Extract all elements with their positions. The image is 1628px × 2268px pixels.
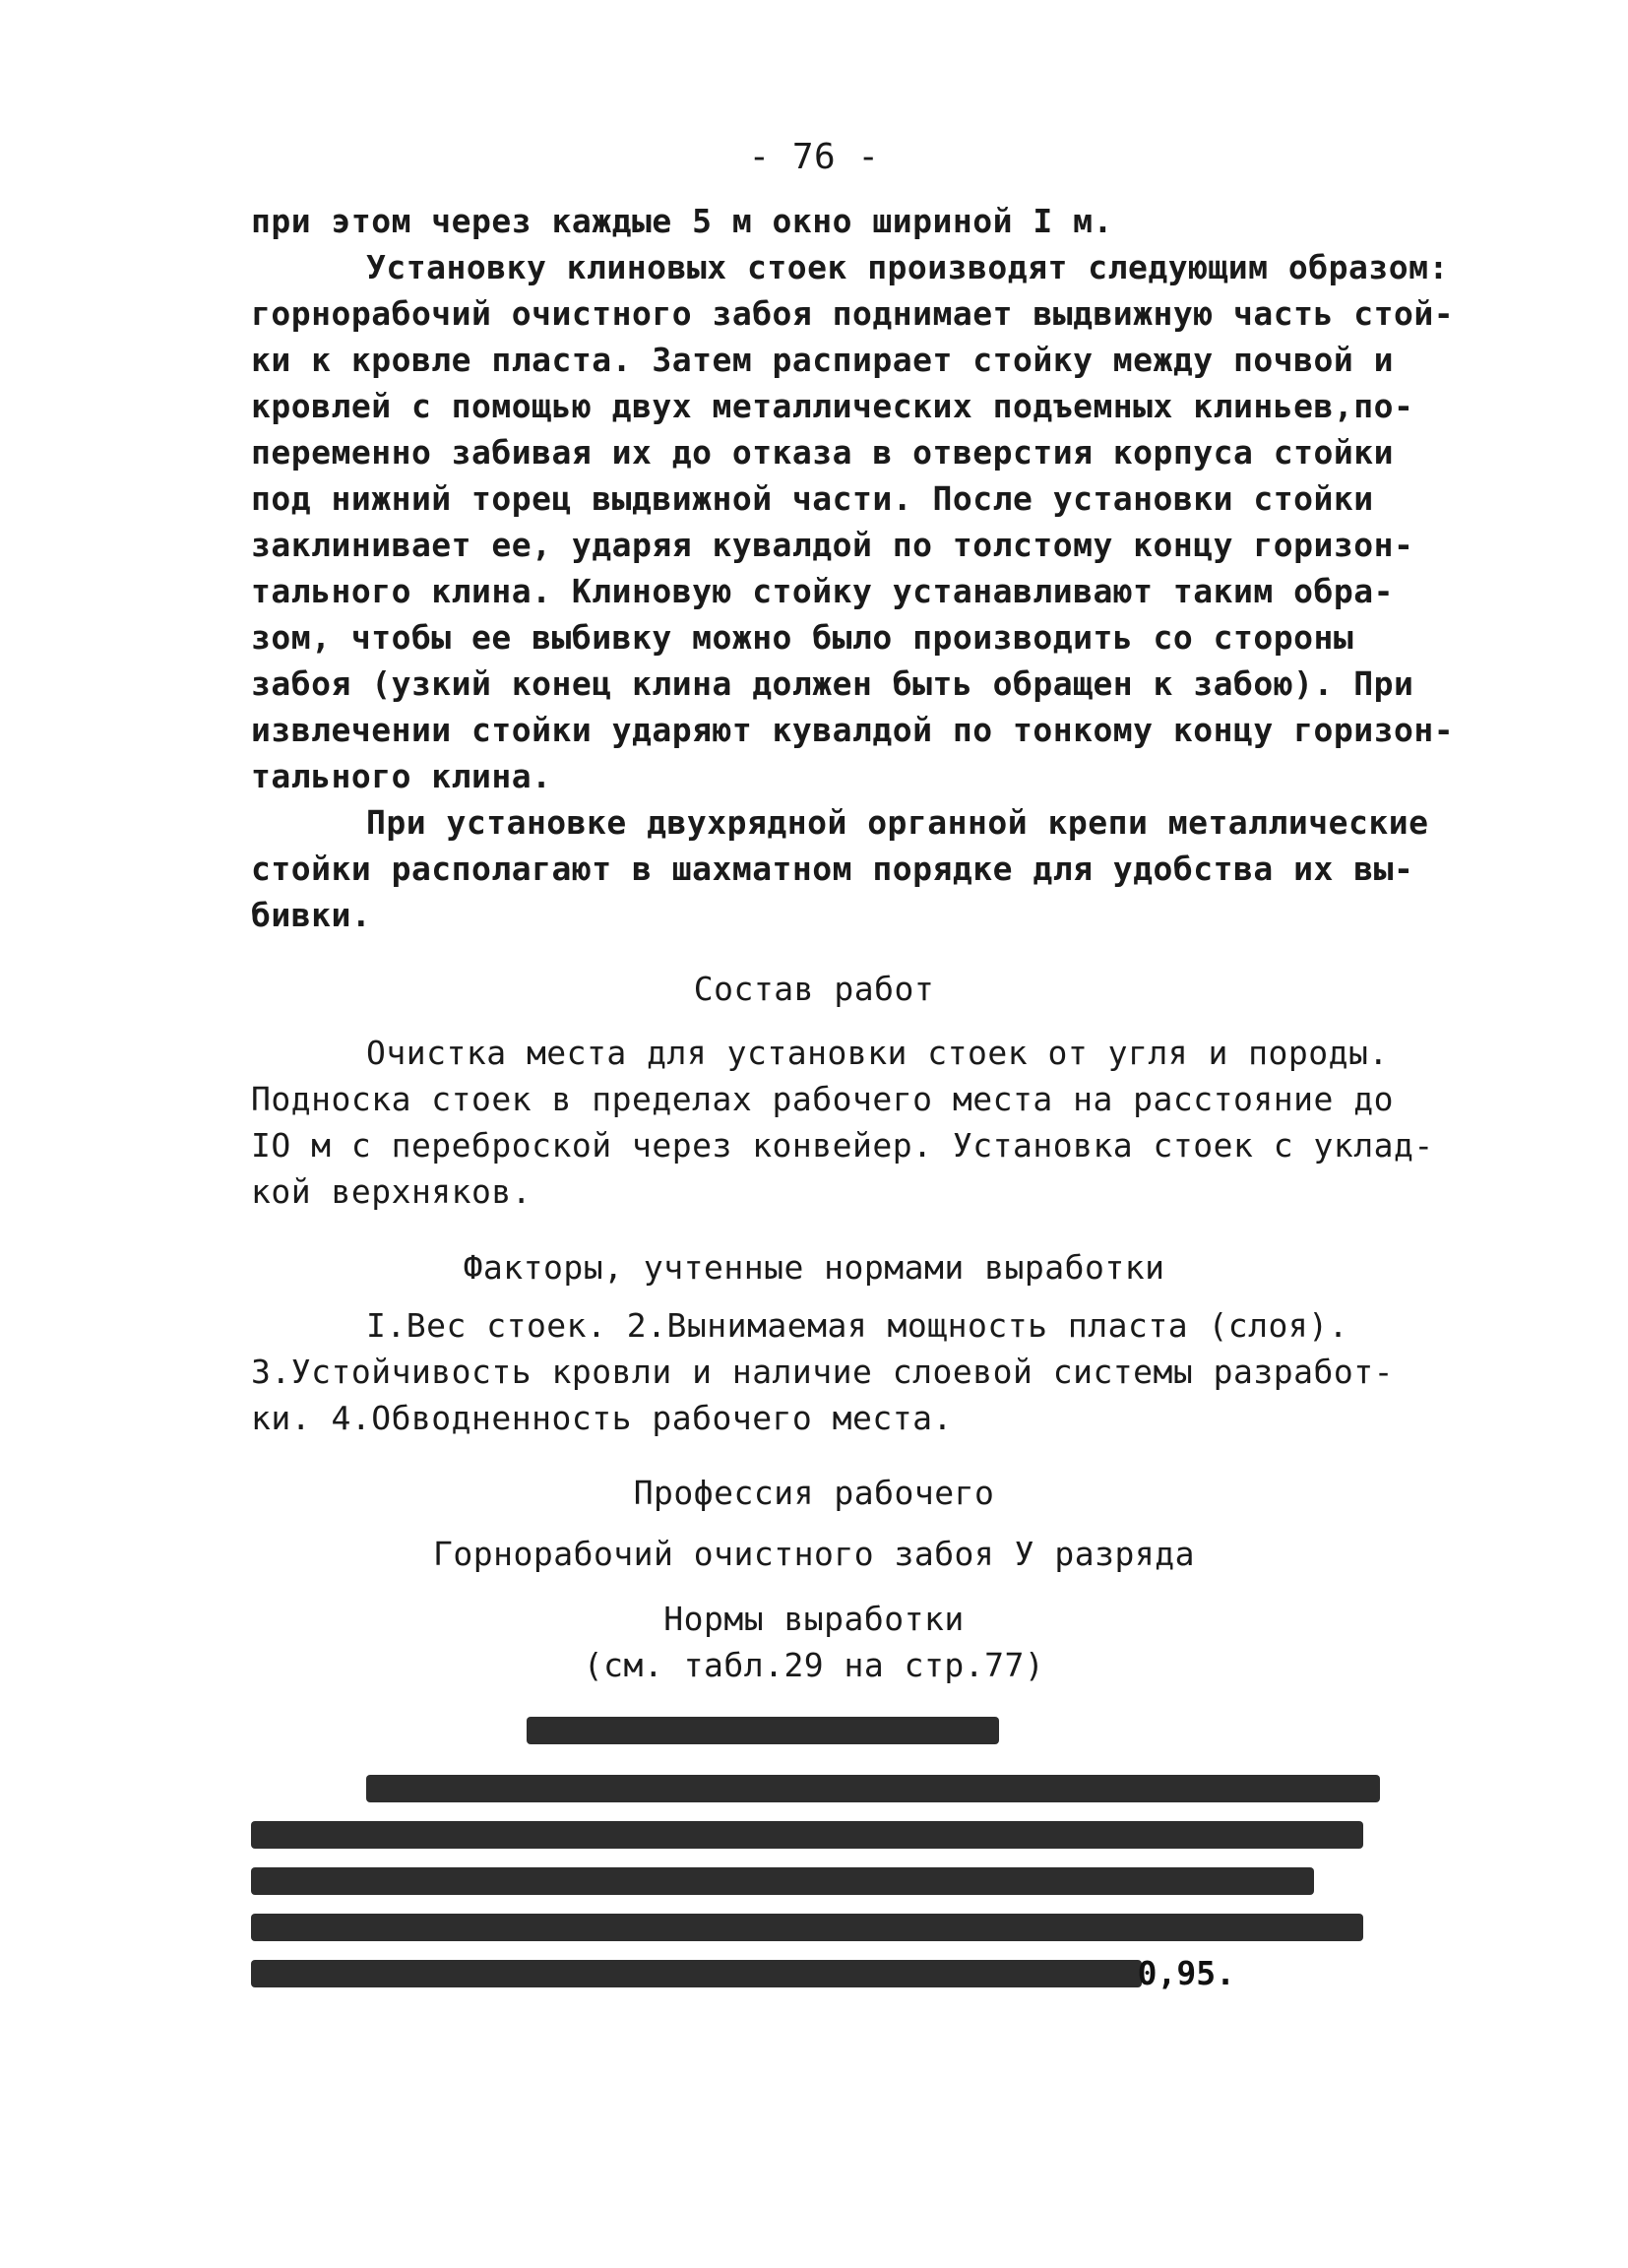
text-line: переменно забивая их до отказа в отверстия корпуса стойки	[251, 433, 1394, 472]
norms-heading: Нормы выработки	[663, 1600, 965, 1638]
text-line: при этом через каждые 5 м окно шириной I м.	[251, 202, 1113, 240]
text-line: кровлей с помощью двух металлических подъемных клиньев,по-	[251, 387, 1414, 425]
profession-heading: Профессия рабочего	[633, 1474, 995, 1512]
text-line: тального клина. Клиновую стойку устанавливают таким обра-	[251, 572, 1394, 610]
text-line: под нижний торец выдвижной части. После установки стойки	[251, 479, 1374, 518]
text-line: IO м с переброской через конвейер. Установка стоек с уклад-	[251, 1126, 1434, 1165]
redaction-bar	[527, 1717, 999, 1744]
text-line: 3.Устойчивость кровли и наличие слоевой системы разработ-	[251, 1353, 1394, 1391]
text-line: бивки.	[251, 896, 372, 934]
factors-heading: Факторы, учтенные нормами выработки	[463, 1248, 1165, 1287]
text-line: забоя (узкий конец клина должен быть обращен к забою). При	[251, 664, 1414, 703]
text-line: кой верхняков.	[251, 1172, 532, 1211]
text-line: зом, чтобы ее выбивку можно было производить со стороны	[251, 618, 1354, 657]
redaction-bar	[251, 1960, 1142, 1987]
text-line: ки. 4.Обводненность рабочего места.	[251, 1399, 953, 1437]
text-line: заклинивает ее, ударяя кувалдой по толстому концу горизон-	[251, 526, 1414, 564]
redaction-bar	[251, 1867, 1314, 1895]
text-line: ки к кровле пласта. Затем распирает стойку между почвой и	[251, 341, 1394, 379]
page-number: - 76 -	[748, 137, 880, 177]
text-line: стойки располагают в шахматном порядке для удобства их вы-	[251, 850, 1414, 888]
redaction-bar	[251, 1914, 1363, 1941]
redaction-bar	[366, 1775, 1380, 1802]
text-line: Подноска стоек в пределах рабочего места на расстояние до	[251, 1080, 1394, 1118]
text-line: горнорабочий очистного забоя поднимает выдвижную часть стой-	[251, 294, 1455, 333]
norms-reference: (см. табл.29 на стр.77)	[583, 1646, 1045, 1684]
text-line: При установке двухрядной органной крепи металлические	[366, 803, 1429, 842]
struck-line	[251, 1954, 1235, 2111]
profession-text: Горнорабочий очистного забоя У разряда	[433, 1535, 1195, 1573]
struck-tail-text: 0,95.	[1137, 1954, 1235, 1992]
text-line: Очистка места для установки стоек от угля и породы.	[366, 1034, 1389, 1072]
redaction-bar	[251, 1821, 1363, 1849]
text-line: тального клина.	[251, 757, 552, 795]
text-line: извлечении стойки ударяют кувалдой по тонкому концу горизон-	[251, 711, 1455, 749]
text-line: Установку клиновых стоек производят следующим образом:	[366, 248, 1449, 286]
work-heading: Состав работ	[693, 970, 935, 1008]
text-line: I.Вес стоек. 2.Вынимаемая мощность пласта (слоя).	[366, 1306, 1349, 1345]
